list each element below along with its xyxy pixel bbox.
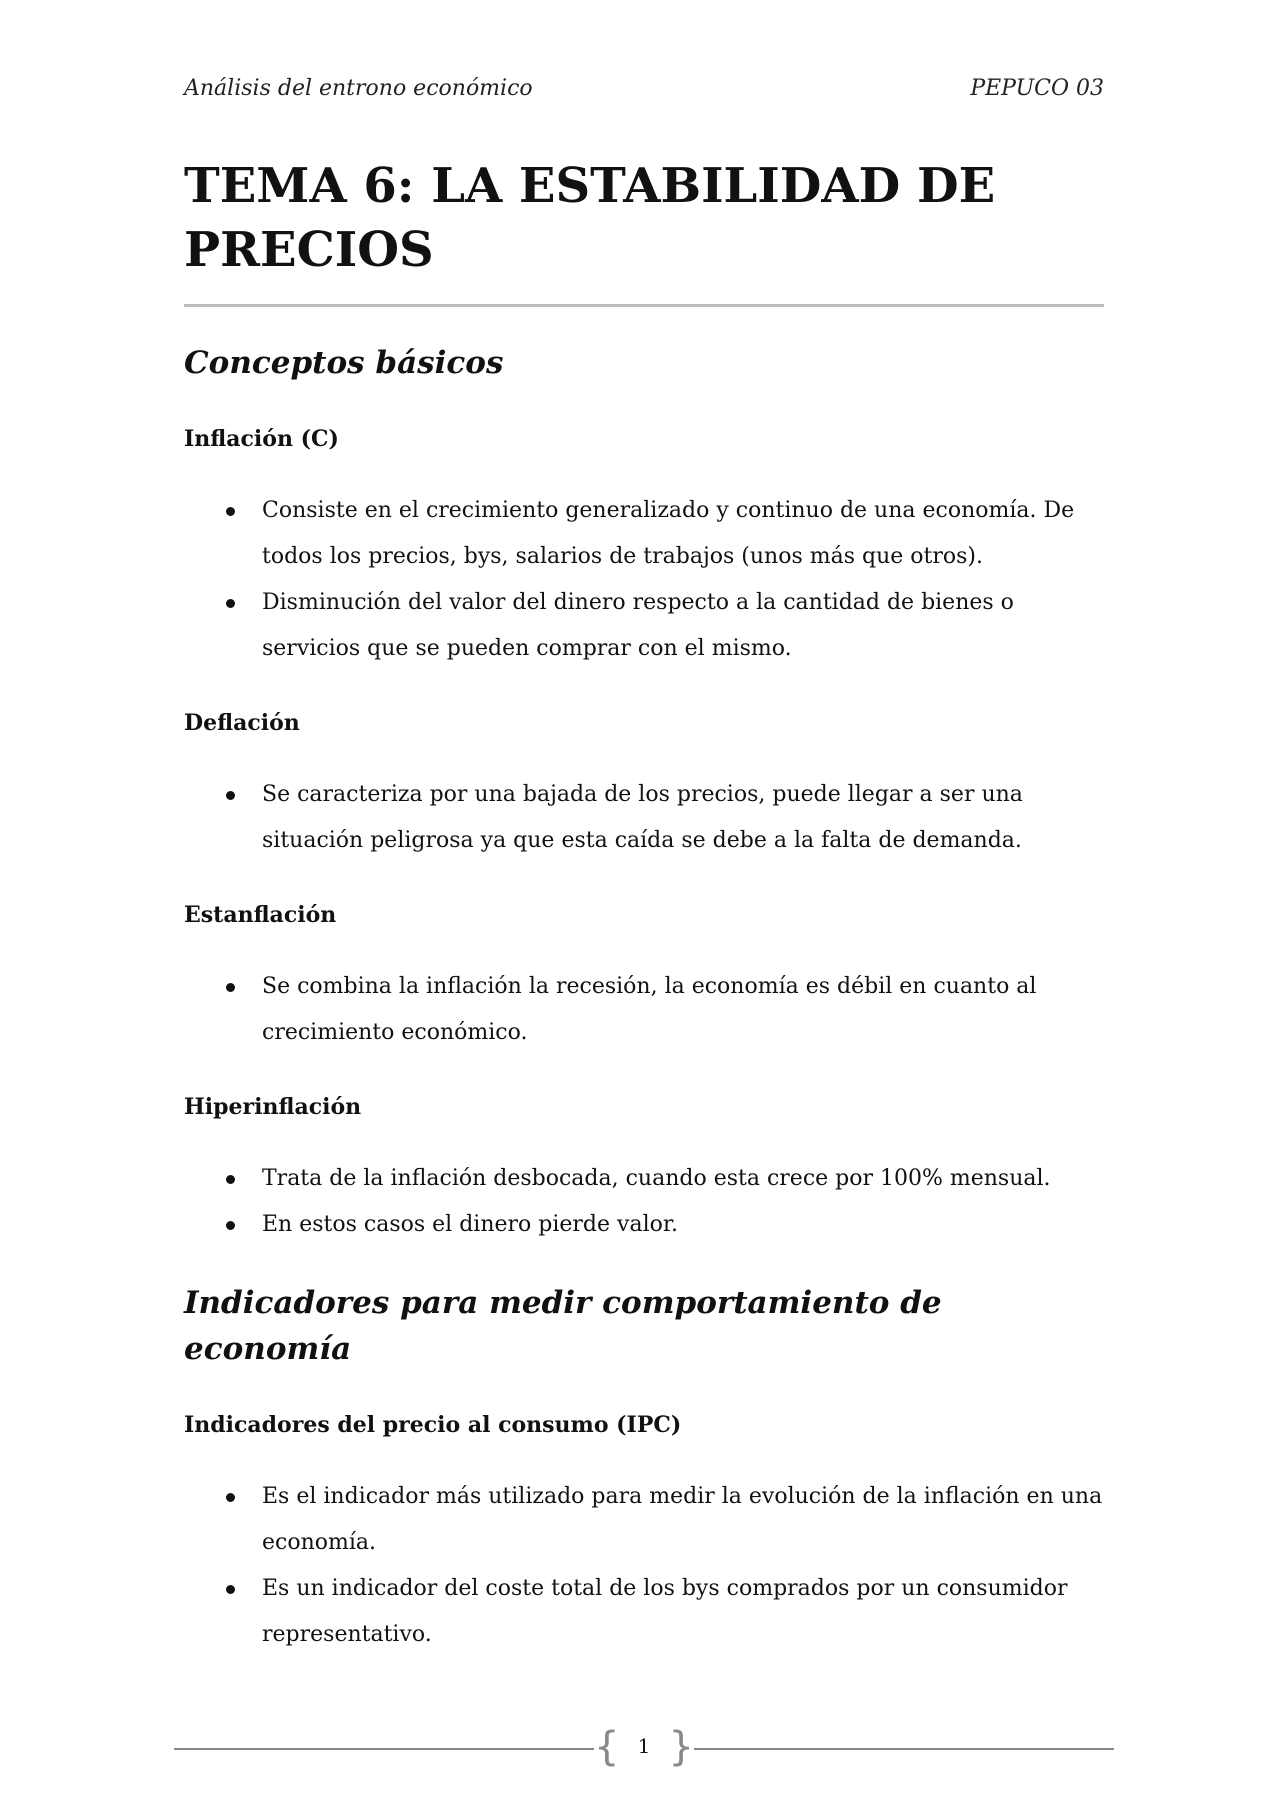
bullet-icon [226,1585,235,1594]
title-divider [184,304,1104,307]
list-item-line: representativo. [262,1622,432,1647]
list-item [184,772,1104,864]
list-item-line: todos los precios, bys, salarios de trabajos (unos más que otros). [262,544,983,569]
list-item [184,1474,1104,1566]
title-line-1: TEMA 6: LA ESTABILIDAD DE [184,158,996,214]
bullet-list [184,1156,1104,1248]
left-brace-icon: { [594,1724,620,1770]
document-title [184,154,1104,282]
section-heading: Indicadores para medir comportamiento de economía [184,1285,942,1367]
document-body [184,340,1104,1658]
header-left-text: Análisis del entrono económico [184,76,533,101]
bullet-list [184,964,1104,1056]
list-item-line: economía. [262,1530,377,1555]
list-item-line: Disminución del valor del dinero respecto a la cantidad de bienes o [262,590,1014,615]
page-footer [174,1722,1114,1776]
list-item-line: Es el indicador más utilizado para medir la evolución de la inflación en una [262,1484,1103,1509]
list-item-line: Trata de la inflación desbocada, cuando esta crece por 100% mensual. [262,1166,1051,1191]
bullet-icon [226,1175,235,1184]
list-item-line: situación peligrosa ya que esta caída se debe a la falta de demanda. [262,828,1022,853]
page-number: 1 [637,1734,651,1758]
list-item-line: crecimiento económico. [262,1020,528,1045]
page-header [184,76,1104,101]
bullet-icon [226,507,235,516]
list-item-line: Consiste en el crecimiento generalizado y continuo de una economía. De [262,498,1075,523]
term-heading: Inflación (C) [184,426,339,452]
list-item [184,580,1104,672]
bullet-icon [226,1493,235,1502]
title-line-2: PRECIOS [184,222,434,278]
list-item-line: Se caracteriza por una bajada de los precios, puede llegar a ser una [262,782,1023,807]
list-item [184,964,1104,1056]
list-item-line: servicios que se pueden comprar con el mismo. [262,636,792,661]
list-item [184,1202,1104,1248]
bullet-icon [226,983,235,992]
header-right-text: PEPUCO 03 [970,76,1104,101]
bullet-icon [226,791,235,800]
right-brace-icon: } [668,1724,694,1770]
list-item-line: Se combina la inflación la recesión, la economía es débil en cuanto al [262,974,1037,999]
bullet-list [184,772,1104,864]
term-heading: Estanflación [184,902,337,928]
term-heading: Hiperinflación [184,1094,362,1120]
bullet-icon [226,599,235,608]
term-heading: Deflación [184,710,300,736]
list-item [184,1566,1104,1658]
list-item-line: Es un indicador del coste total de los bys comprados por un consumidor [262,1576,1068,1601]
bullet-list [184,1474,1104,1658]
section-heading: Conceptos básicos [184,345,504,381]
bullet-icon [226,1221,235,1230]
list-item [184,1156,1104,1202]
bullet-list [184,488,1104,672]
list-item-line: En estos casos el dinero pierde valor. [262,1212,678,1237]
list-item [184,488,1104,580]
term-heading: Indicadores del precio al consumo (IPC) [184,1412,682,1438]
